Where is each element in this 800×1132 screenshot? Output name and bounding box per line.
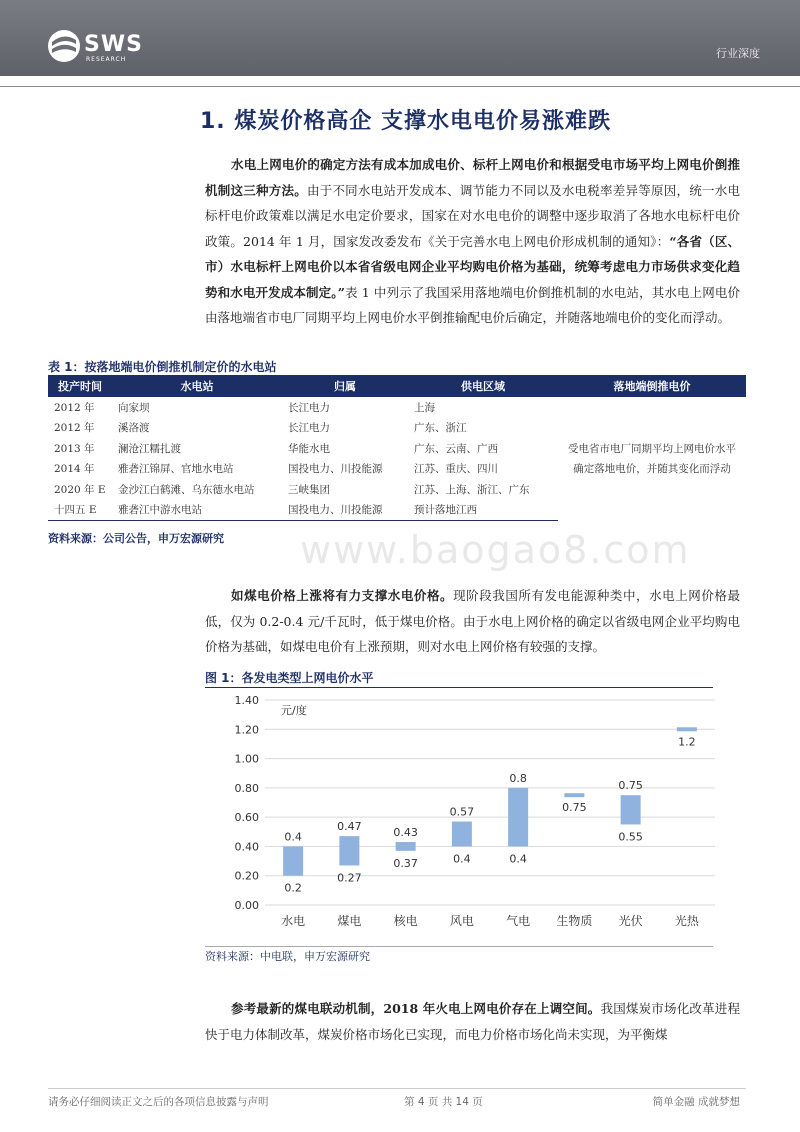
- table-cell: 广东、浙江: [414, 422, 467, 435]
- table-cell: 预计落地江西: [408, 500, 558, 521]
- chart-y-tick-label: 0.60: [234, 811, 259, 825]
- table-cell: 金沙江白鹤滩、乌东德水电站: [118, 483, 255, 496]
- chart-bar: [621, 795, 641, 824]
- table-cell: 国投电力、川投能源: [288, 463, 383, 476]
- table-cell: 广东、云南、广西: [414, 442, 498, 455]
- chart-data-label-low: 0.27: [337, 871, 362, 885]
- para2-body: 现阶段我国所有发电能源种类中，水电上网价格最低，仅为 0.2-0.4 元/千瓦时，低于煤电价格。由于水电上网价格的确定以省级电网企业平均购电价格为基础，如煤电电价有上涨预期，则对水电上网价格有较强的支撑。: [205, 588, 740, 654]
- chart-data-label-low: 0.37: [393, 856, 418, 870]
- table-merged-cell: 受电省市电厂同期平均上网电价水平确定落地电价，并随其变化而浮动: [568, 442, 736, 475]
- table-cell: 溪洛渡: [118, 422, 150, 435]
- table-header-row: [48, 375, 746, 397]
- chart-data-label-high: 0.43: [393, 826, 418, 840]
- hydropower-table: [48, 375, 746, 521]
- paragraph-coal-linkage: [205, 996, 740, 1047]
- chart-y-tick-label: 1.40: [234, 694, 259, 707]
- para1-bold-lead: 水电上网电价的确定方法有成本加成电价、标杆上网电价和根据受电市场平均上网电价倒推机制这三种方法。: [205, 157, 740, 198]
- table-cell: 江苏、重庆、四川: [414, 463, 498, 476]
- chart-data-label-low: 1.2: [678, 735, 696, 749]
- footer-page-number: 第 4 页 共 14 页: [404, 1096, 483, 1108]
- para1-body: 由于不同水电站开发成本、调节能力不同以及水电税率差异等原因，统一水电标杆电价政策难以满足水电定价要求，国家在对水电电价的调整中逐步取消了各地水电标杆电价政策。2014 年 1 月，国家发改委发布《关于完善水电上网电价形成机制的通知》：: [205, 182, 740, 249]
- table-cell: 十四五 E: [48, 500, 112, 521]
- paragraph-pricing-methods: [205, 152, 740, 331]
- chart-bar: [396, 842, 416, 851]
- chart-x-tick-label: 风电: [449, 914, 474, 928]
- chart-bars: [283, 727, 697, 875]
- chart-caption: 图 1：各发电类型上网电价水平: [205, 671, 374, 685]
- chart-y-tick-label: 0.40: [234, 840, 259, 854]
- chart-source: 资料来源：中电联，申万宏源研究: [205, 950, 370, 963]
- chart-x-tick-label: 光伏: [618, 914, 643, 928]
- footer-slogan: 简单金融 成就梦想: [652, 1096, 740, 1108]
- logo-text: SWS: [84, 32, 143, 57]
- price-chart: [205, 690, 725, 945]
- chart-data-label-high: 0.57: [449, 805, 475, 819]
- logo-subtext: RESEARCH: [86, 56, 127, 63]
- para2-bold-lead: 如煤电价格上涨将有力支撑水电价格。: [231, 588, 454, 603]
- para3-bold-lead: 参考最新的煤电联动机制，2018 年火电上网电价存在上调空间。: [231, 1001, 601, 1016]
- para1-bold-quote: “各省（区、市）水电标杆上网电价以本省省级电网企业平均购电价格为基础，统筹考虑电力市场供求变化趋势和水电开发成本制定。”: [205, 233, 740, 300]
- table-cell: 2013 年: [54, 442, 95, 455]
- table-header-cell: 归属: [282, 375, 408, 397]
- chart-x-tick-label: 水电: [281, 914, 306, 928]
- table-header-cell: 水电站: [112, 375, 282, 397]
- table-cell: 澜沧江糯扎渡: [118, 442, 181, 455]
- chart-y-tick-label: 1.00: [234, 752, 259, 766]
- chart-data-label-low: 0.75: [562, 801, 587, 815]
- table-cell: 2014 年: [54, 463, 95, 476]
- header-divider: [0, 86, 800, 87]
- table-cell: 2012 年: [54, 422, 95, 435]
- header-category: 行业深度: [716, 47, 760, 60]
- table-cell: 2012 年: [54, 401, 95, 414]
- chart-bar: [508, 788, 528, 847]
- table-source: 资料来源：公司公告，申万宏源研究: [48, 532, 224, 545]
- section-title: 1. 煤炭价格高企 支撑水电电价易涨难跌: [200, 109, 611, 134]
- sws-logo-icon: [46, 28, 86, 68]
- chart-x-tick-label: 煤电: [337, 914, 362, 928]
- chart-bar: [339, 836, 359, 865]
- chart-data-label-high: 0.47: [337, 820, 362, 834]
- chart-data-label-high: 0.4: [284, 830, 302, 844]
- table-caption: 表 1：按落地端电价倒推机制定价的水电站: [48, 360, 277, 374]
- chart-x-tick-label: 生物质: [556, 914, 593, 928]
- chart-bar: [564, 793, 584, 797]
- chart-y-tick-label: 0.00: [234, 899, 259, 912]
- footer-divider: [48, 1088, 746, 1089]
- para1-tail: 表 1 中列示了我国采用落地端电价倒推机制的水电站，其水电上网电价由落地端省市电厂同期平均上网电价水平倒推输配电价后确定，并随落地端电价的变化而浮动。: [205, 284, 740, 325]
- table-cell: 长江电力: [288, 401, 330, 414]
- chart-x-ticks: [281, 913, 700, 928]
- table-cell: 2020 年 E: [54, 483, 106, 496]
- chart-bottom-divider: [205, 946, 713, 947]
- para3-body: 我国煤炭市场化改革进程快于电力体制改革，煤炭价格市场化已实现，而电力价格市场化尚未实现，为平衡煤: [205, 1001, 740, 1042]
- table-header-cell: 落地端倒推电价: [558, 375, 746, 397]
- table-cell: 江苏、上海、浙江、广东: [414, 483, 530, 496]
- table-cell: 长江电力: [288, 422, 330, 435]
- chart-caption-underline: [205, 687, 713, 688]
- chart-x-tick-label: 核电: [393, 914, 418, 928]
- table-cell: 雅砻江锦屏、官地水电站: [118, 463, 234, 476]
- chart-bar: [452, 822, 472, 847]
- chart-data-label-low: 0.55: [618, 830, 643, 844]
- chart-data-label-high: 0.75: [618, 779, 643, 793]
- chart-data-label-high: 0.8: [509, 771, 527, 785]
- chart-y-tick-label: 0.80: [234, 781, 259, 795]
- table-header-cell: 投产时间: [48, 375, 112, 397]
- chart-x-tick-label: 气电: [506, 914, 531, 928]
- watermark: www.baogao8.com: [300, 528, 691, 572]
- chart-bar: [677, 727, 697, 731]
- table-cell: 三峡集团: [288, 483, 330, 496]
- chart-data-label-low: 0.4: [509, 852, 527, 866]
- table-cell: 上海: [414, 401, 435, 414]
- chart-data-label-low: 0.4: [453, 852, 471, 866]
- footer-disclaimer: 请务必仔细阅读正文之后的各项信息披露与声明: [48, 1096, 269, 1108]
- chart-y-ticks: [235, 694, 260, 912]
- table-cell: 雅砻江中游水电站: [112, 500, 282, 521]
- table-cell: 向家坝: [118, 401, 150, 414]
- chart-y-tick-label: 0.20: [234, 869, 259, 883]
- chart-bar: [283, 846, 303, 875]
- table-header-cell: 供电区域: [408, 375, 558, 397]
- chart-gridlines: [265, 700, 715, 905]
- table-cell: 华能水电: [288, 442, 330, 455]
- paragraph-coal-support: [205, 583, 740, 660]
- header-bar: [0, 0, 800, 76]
- chart-x-tick-label: 光热: [674, 914, 699, 928]
- chart-y-tick-label: 1.20: [234, 723, 259, 737]
- table-cell: 国投电力、川投能源: [282, 500, 408, 521]
- chart-y-axis-label: 元/度: [281, 704, 307, 717]
- chart-data-label-low: 0.2: [284, 881, 302, 895]
- table-row: [48, 397, 746, 418]
